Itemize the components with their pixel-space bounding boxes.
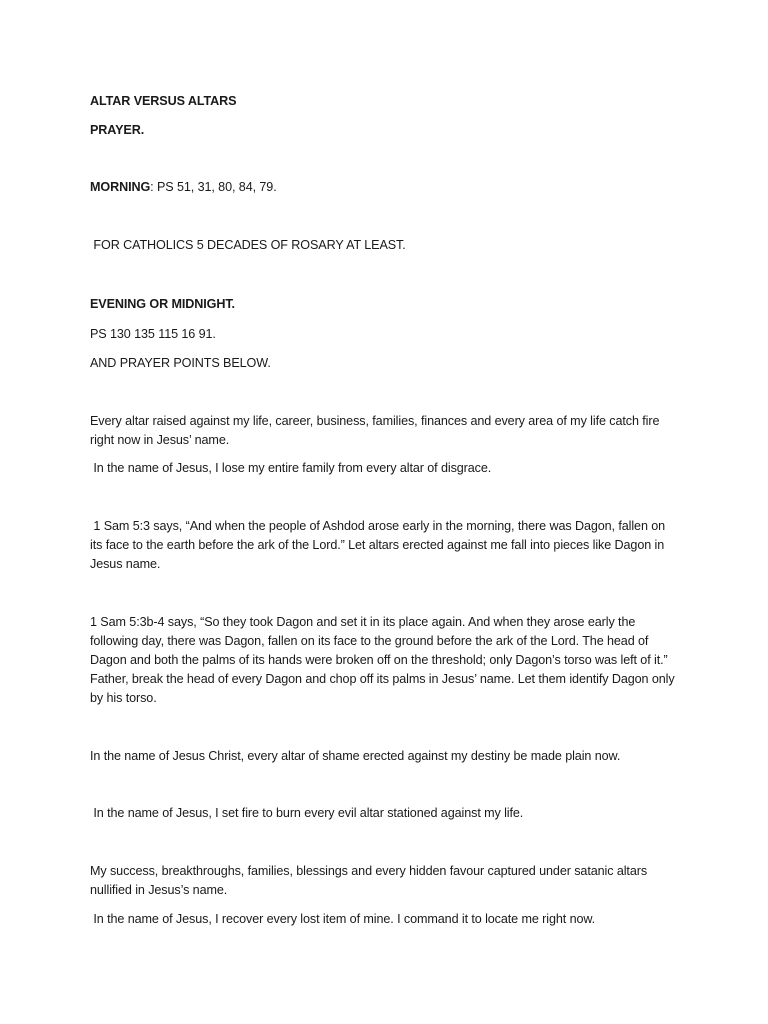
morning-psalms: : PS 51, 31, 80, 84, 79.: [150, 180, 277, 194]
prayer-points-intro: AND PRAYER POINTS BELOW.: [90, 356, 271, 370]
prayer-paragraph: Every altar raised against my life, career, business, families, finances and every area of my life catch fire right now in Jesus’ name.: [90, 414, 660, 447]
prayer-paragraph: 1 Sam 5:3b-4 says, “So they took Dagon and set it in its place again. And when they arose early the following day, there was Dagon, fallen on its face to the ground before the ark of the Lord. The head of Dagon and both the palms of its hands were broken off on the threshold; only Dagon’s torso was left of it.” Father, break the head of every Dagon and chop off its palms in Jesus’ name. Let them identify Dagon only by his torso.: [90, 615, 675, 705]
prayer-paragraph: In the name of Jesus Christ, every altar of shame erected against my destiny be made plain now.: [90, 749, 621, 763]
document-subtitle: PRAYER.: [90, 123, 145, 137]
prayer-paragraph: My success, breakthroughs, families, blessings and every hidden favour captured under satanic altars nullified in Jesus’s name.: [90, 864, 648, 897]
prayer-paragraph: 1 Sam 5:3 says, “And when the people of Ashdod arose early in the morning, there was Dagon, fallen on its face to the earth before the ark of the Lord.” Let altars erected against me fall into pieces like Dagon in Jesus name.: [90, 519, 669, 571]
prayer-paragraph: In the name of Jesus, I recover every lost item of mine. I command it to locate me right now.: [90, 912, 596, 926]
morning-line: [90, 178, 690, 197]
evening-psalms: PS 130 135 115 16 91.: [90, 327, 216, 341]
evening-heading: EVENING OR MIDNIGHT.: [90, 297, 235, 311]
prayer-paragraph: In the name of Jesus, I set fire to burn every evil altar stationed against my life.: [90, 806, 524, 820]
catholics-note: FOR CATHOLICS 5 DECADES OF ROSARY AT LEAST.: [90, 238, 406, 252]
morning-label: MORNING: [90, 180, 151, 194]
prayer-paragraph: In the name of Jesus, I lose my entire family from every altar of disgrace.: [90, 461, 492, 475]
document-title: ALTAR VERSUS ALTARS: [90, 94, 237, 108]
